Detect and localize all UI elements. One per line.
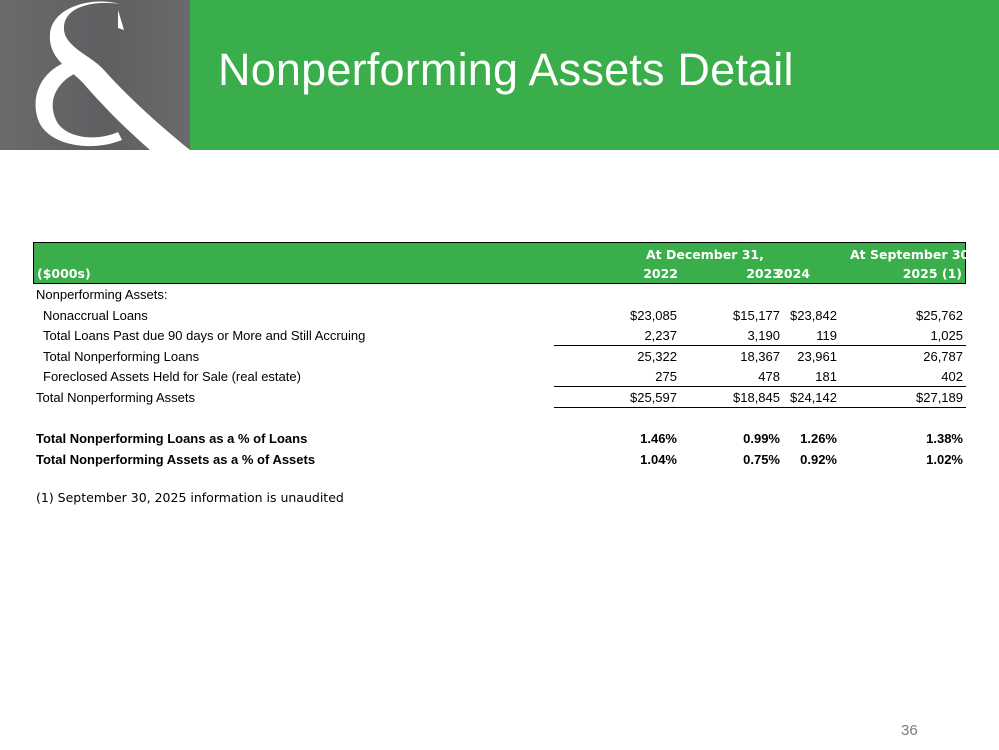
- cell-2022: 25,322: [637, 348, 677, 364]
- header-year-2024: 2024: [775, 266, 810, 281]
- cell-2022: $23,085: [630, 307, 677, 323]
- table-row: [33, 387, 966, 408]
- cell-2025: 1.38%: [926, 431, 963, 446]
- header-year-2023: 2023: [746, 266, 781, 281]
- cell-2024: 0.92%: [800, 451, 837, 467]
- header-year-2025: 2025 (1): [902, 266, 962, 281]
- slide-header: [0, 0, 999, 150]
- ampersand-icon: [0, 0, 190, 150]
- header-year-2022: 2022: [643, 266, 678, 281]
- cell-2024: $24,142: [790, 389, 837, 405]
- table-row: [33, 428, 966, 449]
- cell-2022: 1.46%: [640, 431, 677, 446]
- cell-2024: 181: [815, 369, 837, 384]
- row-label: Foreclosed Assets Held for Sale (real estate): [43, 369, 301, 384]
- cell-2025: 26,787: [923, 348, 963, 364]
- table-row: [33, 325, 966, 346]
- table-header-band: [33, 242, 974, 284]
- cell-2023: 0.75%: [743, 451, 780, 467]
- cell-2023: 18,367: [740, 348, 780, 364]
- header-group-december: At December 31,: [646, 247, 764, 262]
- cell-2023: 3,190: [747, 328, 780, 343]
- row-label: Nonaccrual Loans: [43, 307, 148, 323]
- cell-2023: $15,177: [733, 307, 780, 323]
- cell-2022: 1.04%: [640, 451, 677, 467]
- cell-2024: 119: [816, 328, 837, 343]
- header-group-september: At September 30,: [850, 247, 974, 262]
- row-label: Total Nonperforming Assets: [36, 389, 195, 405]
- spacer-row: [33, 407, 966, 428]
- cell-2025: $27,189: [916, 389, 963, 405]
- cell-2023: $18,845: [733, 389, 780, 405]
- row-label: Total Loans Past due 90 days or More and Still Accruing: [43, 328, 366, 343]
- row-label: Total Nonperforming Loans as a % of Loans: [36, 431, 308, 446]
- cell-2022: $25,597: [630, 389, 677, 405]
- cell-2022: 2,237: [644, 328, 677, 343]
- cell-2025: 402: [941, 369, 963, 384]
- cell-2025: $25,762: [916, 307, 963, 323]
- table-row: [33, 449, 966, 470]
- table-row: [33, 305, 966, 326]
- header-unit: ($000s): [37, 266, 91, 281]
- cell-2025: 1.02%: [926, 451, 963, 467]
- nonperforming-assets-table: [33, 242, 974, 469]
- page-number: 36: [901, 722, 918, 739]
- cell-2025: 1,025: [930, 328, 963, 343]
- table-row: [33, 346, 966, 367]
- row-label: Total Nonperforming Loans: [43, 348, 200, 364]
- page-title: Nonperforming Assets Detail: [218, 44, 794, 95]
- section-label-row: [33, 284, 966, 305]
- section-label: Nonperforming Assets:: [36, 287, 168, 302]
- row-label: Total Nonperforming Assets as a % of Assets: [36, 451, 316, 467]
- cell-2022: 275: [655, 369, 677, 384]
- logo: [0, 0, 190, 150]
- cell-2023: 478: [758, 369, 780, 384]
- cell-2024: 23,961: [797, 348, 837, 364]
- cell-2023: 0.99%: [743, 431, 780, 446]
- footnote: (1) September 30, 2025 information is unaudited: [36, 490, 344, 505]
- cell-2024: $23,842: [790, 307, 837, 323]
- cell-2024: 1.26%: [800, 431, 837, 446]
- table-row: [33, 366, 966, 387]
